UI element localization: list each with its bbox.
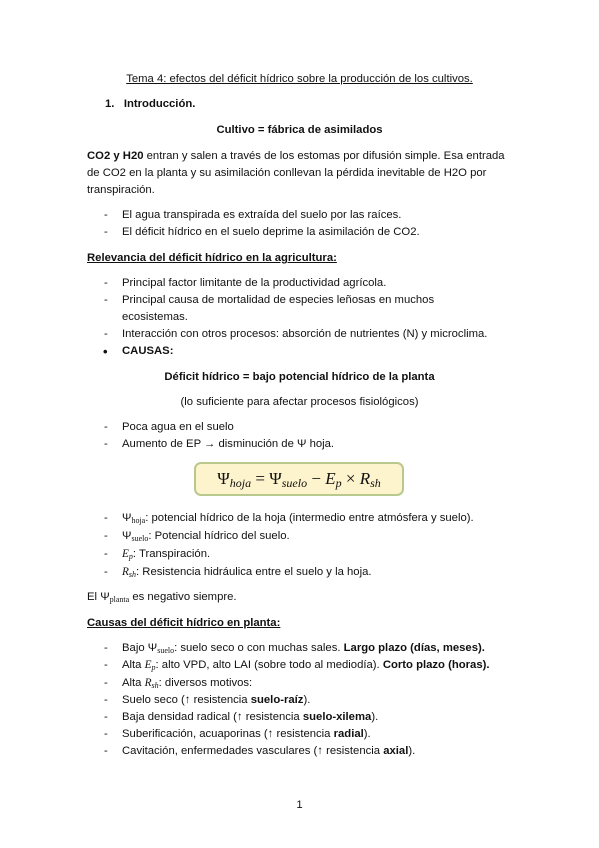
def-subscript: suelo xyxy=(131,534,149,543)
causa-subscript: suelo xyxy=(157,646,175,655)
causa-pre: Bajo xyxy=(122,642,148,654)
causa-item xyxy=(122,693,310,708)
eq-sub-p: p xyxy=(335,476,342,490)
def-symbol: E xyxy=(122,548,129,560)
section-number: 1. xyxy=(105,98,115,110)
subtitle: Cultivo = fábrica de asimilados xyxy=(216,124,383,136)
eq-psi-2: Ψ xyxy=(269,469,282,488)
intro-bold: CO2 y H20 xyxy=(87,150,144,162)
neg-post: es negativo siempre. xyxy=(129,591,237,603)
bullet-dot: • xyxy=(103,344,108,359)
eq-r: R xyxy=(359,469,371,488)
dash-marker: - xyxy=(104,512,108,524)
dash-marker: - xyxy=(104,694,108,706)
causa-item xyxy=(122,676,252,693)
eq-equals: = xyxy=(251,469,270,488)
causas-heading: Causas del déficit hídrico en planta: xyxy=(87,617,281,629)
causa-item xyxy=(122,744,415,759)
dash-marker: - xyxy=(104,421,108,433)
causa-bold: suelo-xilema xyxy=(302,711,372,723)
causa-pre: Cavitación, enfermedades vasculares (↑ resistencia xyxy=(122,745,384,757)
definition-item xyxy=(122,511,474,528)
definition-item xyxy=(122,565,372,582)
intro-text-1: entran y salen a través de los estomas por difusión simple. Esa entrada xyxy=(143,150,505,162)
eq-sub-hoja: hoja xyxy=(229,476,252,490)
def-text: : potencial hídrico de la hoja (intermedio entre atmósfera y suelo). xyxy=(145,512,474,524)
dash-marker: - xyxy=(104,745,108,757)
causa-item xyxy=(122,710,378,725)
causa-pre: Alta xyxy=(122,659,145,671)
intro-paragraph-line-3: transpiración. xyxy=(87,184,155,196)
causa-bold: suelo-raíz xyxy=(250,694,304,706)
causa-symbol: Ψ xyxy=(147,642,158,654)
causa-item xyxy=(122,641,485,658)
dash-marker: - xyxy=(104,226,108,238)
dash-marker: - xyxy=(104,548,108,560)
causa-item xyxy=(122,727,371,742)
deficit-note: (lo suficiente para afectar procesos fisiológicos) xyxy=(180,396,419,408)
causa-bold: Largo plazo (días, meses). xyxy=(343,642,485,654)
causa-pre: Alta xyxy=(122,677,145,689)
definition-item xyxy=(122,547,210,564)
def-symbol: Ψ xyxy=(122,512,132,524)
dash-marker: - xyxy=(104,642,108,654)
equation-box xyxy=(194,462,404,496)
page-number: 1 xyxy=(296,799,303,811)
dash-marker: - xyxy=(104,659,108,671)
eq-sub-suelo: suelo xyxy=(281,476,308,490)
dash-marker: - xyxy=(104,711,108,723)
list-item: Interacción con otros procesos: absorción de nutrientes (N) y microclima. xyxy=(122,328,488,340)
list-item: El agua transpirada es extraída del suelo por las raíces. xyxy=(122,209,402,221)
def-text: : Resistencia hidráulica entre el suelo y la hoja. xyxy=(136,566,372,578)
dash-marker: - xyxy=(104,530,108,542)
causa-pre: Suberificación, acuaporinas (↑ resistencia xyxy=(122,728,334,740)
eq-psi: Ψ xyxy=(217,469,230,488)
causa-bold: axial xyxy=(383,745,409,757)
neg-subscript: planta xyxy=(109,595,130,604)
causa-post: ). xyxy=(371,711,379,723)
eq-times: × xyxy=(341,469,360,488)
dash-marker: - xyxy=(104,677,108,689)
causa-post: ). xyxy=(363,728,371,740)
dash-marker: - xyxy=(104,209,108,221)
section-heading-introduccion xyxy=(105,97,195,112)
dash-marker: - xyxy=(104,438,108,450)
causa-text: : suelo seco o con muchas sales. xyxy=(174,642,344,654)
causa-item xyxy=(122,658,490,675)
def-symbol: R xyxy=(122,566,129,578)
neg-symbol: Ψ xyxy=(100,591,110,603)
list-item: Aumento de EP → disminución de Ψ hoja. xyxy=(122,438,335,450)
intro-paragraph-line-1 xyxy=(87,149,505,164)
eq-minus: − xyxy=(307,469,326,488)
dash-marker: - xyxy=(104,294,108,306)
def-text: : Transpiración. xyxy=(132,548,211,560)
dash-marker: - xyxy=(104,277,108,289)
causa-pre: Suelo seco (↑ resistencia xyxy=(122,694,251,706)
negativo-sentence xyxy=(87,590,237,607)
causa-post: ). xyxy=(408,745,416,757)
dash-marker: - xyxy=(104,566,108,578)
list-item: Principal causa de mortalidad de especies leñosas en muchos xyxy=(122,294,435,306)
def-subscript: sh xyxy=(128,570,137,579)
eq-e: E xyxy=(325,469,336,488)
list-item: Principal factor limitante de la productividad agrícola. xyxy=(122,277,387,289)
causas-bullet-label: CAUSAS: xyxy=(122,345,174,357)
list-item-continuation: ecosistemas. xyxy=(122,311,188,323)
section-label: Introducción. xyxy=(123,98,196,110)
causa-symbol: R xyxy=(144,677,152,689)
def-text: : Potencial hídrico del suelo. xyxy=(148,530,290,542)
list-item: Poca agua en el suelo xyxy=(122,421,234,433)
dash-marker: - xyxy=(104,328,108,340)
def-subscript: p xyxy=(128,552,133,561)
eq-sub-sh: sh xyxy=(370,476,381,490)
causa-pre: Baja densidad radical (↑ resistencia xyxy=(122,711,303,723)
list-item: El déficit hídrico en el suelo deprime la asimilación de CO2. xyxy=(122,226,420,238)
causa-text: : alto VPD, alto LAI (sobre todo al mediodía). xyxy=(155,659,383,671)
causa-text: : diversos motivos: xyxy=(158,677,253,689)
neg-pre: El xyxy=(87,591,101,603)
def-symbol: Ψ xyxy=(122,530,132,542)
causa-bold: radial xyxy=(333,728,364,740)
def-subscript: hoja xyxy=(131,516,146,525)
deficit-definition: Déficit hídrico = bajo potencial hídrico de la planta xyxy=(164,371,435,383)
causa-subscript: sh xyxy=(151,681,159,690)
causa-symbol: E xyxy=(144,659,152,671)
relevancia-heading: Relevancia del déficit hídrico en la agricultura: xyxy=(87,252,337,264)
causa-post: ). xyxy=(303,694,311,706)
dash-marker: - xyxy=(104,728,108,740)
causa-bold: Corto plazo (horas). xyxy=(382,659,490,671)
intro-paragraph-line-2: de CO2 en la planta y su asimilación conllevan la pérdida inevitable de H2O por xyxy=(87,167,487,179)
document-title: Tema 4: efectos del déficit hídrico sobre la producción de los cultivos. xyxy=(126,73,473,85)
definition-item xyxy=(122,529,290,546)
causa-subscript: p xyxy=(151,663,156,672)
